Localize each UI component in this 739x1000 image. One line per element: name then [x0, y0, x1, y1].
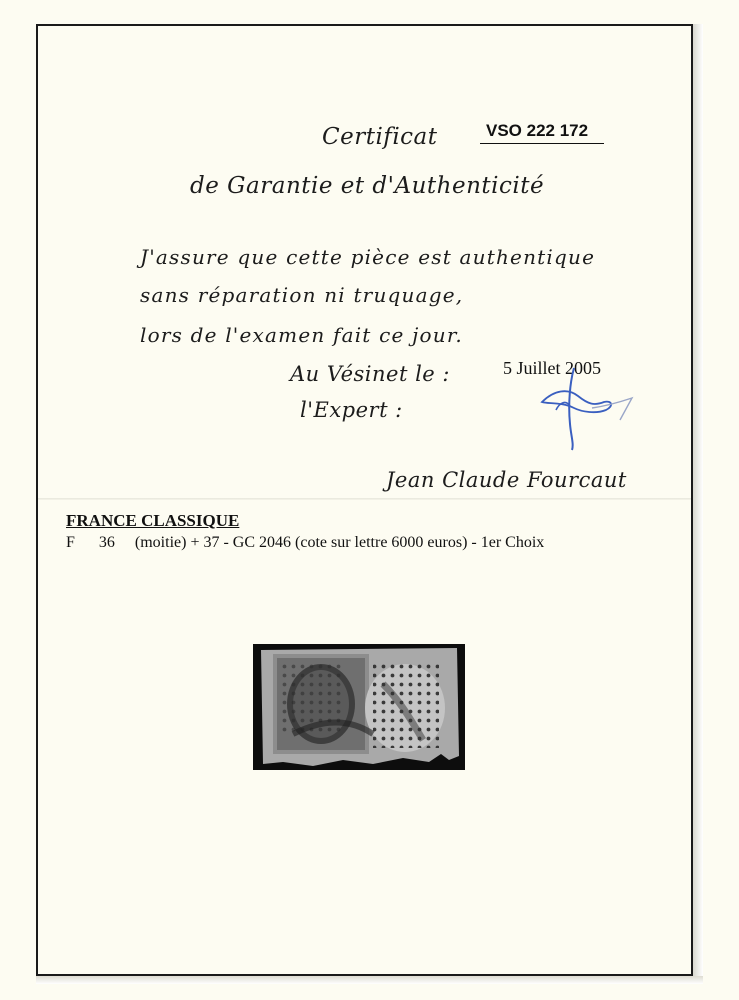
reference-underline [480, 143, 604, 144]
item-description: (moitie) + 37 - GC 2046 (cote sur lettre 6000 euros) - 1er Choix [134, 534, 545, 551]
certificate-title: Certificat [322, 124, 438, 150]
item-prefix: F [66, 534, 75, 551]
expert-name: Jean Claude Fourcaut [386, 468, 627, 492]
certificate-subtitle: de Garantie et d'Authenticité [190, 173, 545, 199]
item-description-line [66, 534, 544, 552]
statement-line-2: sans réparation ni truquage, [140, 283, 464, 307]
statement-line-3: lors de l'examen fait ce jour. [140, 323, 463, 347]
statement-line-1: J'assure que cette pièce est authentique [140, 245, 596, 269]
certificate-date: 5 Juillet 2005 [503, 358, 601, 378]
page-shadow-bottom [36, 976, 703, 984]
paper-fold-line [38, 498, 691, 500]
reference-number: VSO 222 172 [486, 121, 589, 140]
certificate-border [36, 24, 693, 976]
place-label: Au Vésinet le : [290, 362, 450, 386]
page-shadow-right [693, 24, 703, 982]
expert-label: l'Expert : [300, 398, 403, 422]
item-heading: FRANCE CLASSIQUE [66, 511, 240, 530]
item-number: 36 [98, 534, 115, 551]
stamp-photo [253, 644, 465, 770]
handwritten-signature [534, 362, 634, 452]
